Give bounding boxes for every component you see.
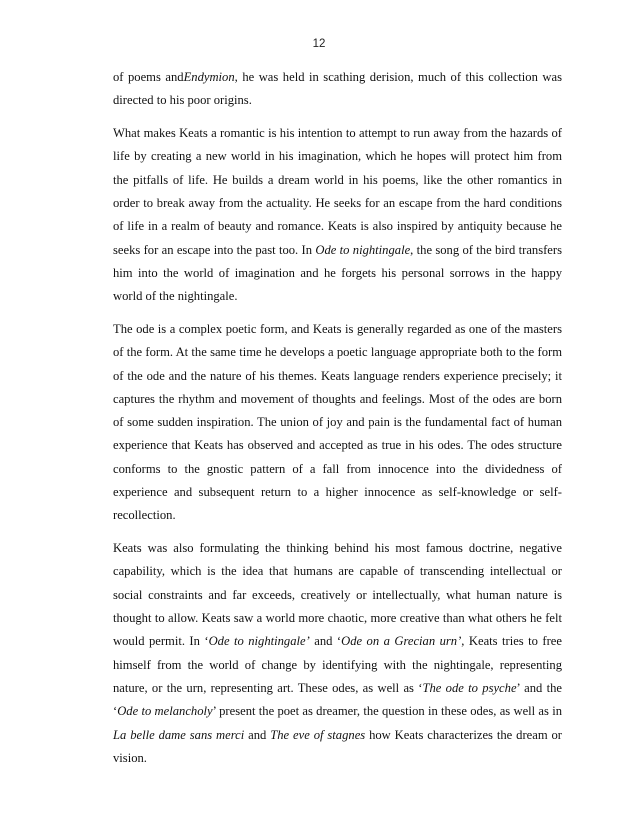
paragraph-text: What makes Keats a romantic is his intention to attempt to run away from the hazards of life by creating a new world in his imagination, which he hopes will protect him from the pitfalls of life. He builds a dream world in his poems, like the other romantics in order to break away from the actuality. He seeks for an escape from the hard conditions of life in a realm of beauty and romance. Keats is also inspired by antiquity because he seeks for an escape into the past too. In [113, 126, 562, 257]
page-number: 12 [312, 38, 326, 50]
paragraph [113, 537, 562, 770]
body-text [113, 66, 562, 780]
paragraph [113, 122, 562, 308]
italic-title-text: Endymion [183, 70, 235, 84]
paragraph [113, 318, 562, 528]
paragraph [113, 66, 562, 113]
paragraph-text: , he was held in scathing derision, much of this collection was directed to his poor origins. [113, 70, 562, 108]
italic-title-text: Ode to nightingale [315, 242, 411, 257]
paragraph-text: The ode is a complex poetic form, and Keats is generally regarded as one of the masters of the form. At the same time he develops a poetic language appropriate both to the form of the ode and the nature of his themes. Keats language renders experience precisely; it captures the rhythm and movement of thoughts and feelings. Most of the odes are born of some sudden inspiration. The union of joy and pain is the fundamental fact of human experience that Keats has observed and accepted as true in his odes. The odes structure conforms to the gnostic pattern of a fall from innocence into the dividedness of experience and subsequent return to a higher innocence as self-knowledge or self-recollection. [113, 321, 562, 523]
paragraph-text: and [244, 727, 271, 742]
italic-title-text: The ode to psyche [422, 680, 517, 695]
italic-title-text: La belle dame sans merci [113, 727, 245, 742]
paragraph-text: , Keats tries to free himself from the world of change by identifying with the nightingale, representing nature, or the urn, representing art. These odes, as well as ‘ [113, 634, 562, 695]
italic-title-text: The eve of stagnes [270, 727, 366, 742]
paragraph-text: how Keats characterizes the dream or vision. [113, 727, 563, 765]
paragraph-text: Keats was also formulating the thinking behind his most famous doctrine, negative capability, which is the idea that humans are capable of transcending intellectual or social constraints and far exceeds, creatively or intellectually, what human nature is thought to allow. Keats saw a world more chaotic, more creative than what others he felt would permit. In ‘ [113, 541, 562, 649]
italic-title-text: Ode on a Grecian urn’ [341, 634, 462, 649]
paragraph-text: ’ present the poet as dreamer, the question in these odes, as well as in [212, 704, 562, 719]
paragraph-text: of poems and [113, 70, 184, 84]
italic-title-text: Ode to nightingale’ [208, 634, 310, 649]
paragraph-text: , the song of the bird transfers him into the world of imagination and he forgets his personal sorrows in the happy world of the nightingale. [113, 242, 562, 304]
paragraph-text: ’ and the ‘ [113, 680, 562, 719]
italic-title-text: Ode to melancholy [117, 704, 213, 719]
paragraph-text: and ‘ [309, 634, 342, 649]
